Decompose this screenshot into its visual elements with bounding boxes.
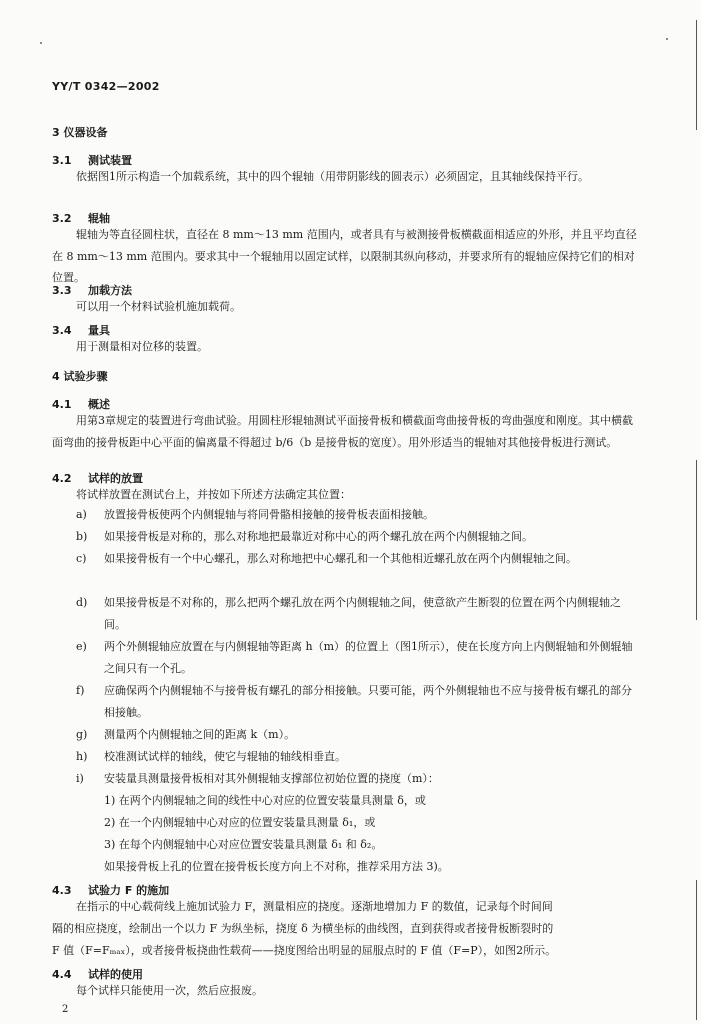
subsection-number: 4.1 [52, 398, 72, 411]
subsection-number: 3.2 [52, 212, 72, 225]
paragraph-4-3-line-2: 隔的相应挠度，绘制出一个以力 F 为纵坐标，挠度 δ 为横坐标的曲线图，直到获得或者接骨板断裂时的 [52, 922, 554, 935]
list-item-text: 安装量具测量接骨板相对其外侧辊轴支撑部位初始位置的挠度（m）： [104, 772, 439, 785]
list-item-label: f) [76, 684, 85, 697]
scan-edge-mark [696, 460, 697, 620]
paragraph-4-3-line-1: 在指示的中心载荷线上施加试验力 F，测量相应的挠度。逐渐地增加力 F 的数值，记录每个时间间 [76, 900, 553, 913]
list-item-text: 两个外侧辊轴应放置在与内侧辊轴等距离 h（m）的位置上（图1所示），使在长度方向上内侧辊轴和外侧辊轴之间只有一个孔。 [104, 640, 633, 675]
subsection-number: 3.3 [52, 284, 72, 297]
paragraph-4-2-intro: 将试样放置在测试台上，并按如下所述方法确定其位置： [76, 488, 351, 501]
list-item-label: a) [76, 508, 87, 521]
list-item [76, 548, 642, 570]
scan-speck [40, 42, 42, 44]
list-item-text: 如果接骨板是对称的，那么对称地把最靠近对称中心的两个螺孔放在两个内侧辊轴之间。 [104, 530, 533, 543]
list-item-text: 应确保两个内侧辊轴不与接骨板有螺孔的部分相接触。只要可能，两个外侧辊轴也不应与接骨板有螺孔的部分相接触。 [104, 684, 632, 719]
list-item [76, 724, 642, 746]
list-item [76, 504, 642, 526]
subsection-number: 4.2 [52, 472, 72, 485]
subsection-number: 3.4 [52, 324, 72, 337]
list-item [76, 636, 642, 679]
subsection-number: 3.1 [52, 154, 72, 167]
list-item-label: h) [76, 750, 88, 763]
scan-speck [666, 38, 668, 40]
list-item-label: e) [76, 640, 87, 653]
subsection-title: 量具 [88, 324, 110, 337]
list-item-label: c) [76, 552, 87, 565]
list-item [76, 592, 642, 635]
list-item [76, 746, 642, 768]
subsection-number: 4.3 [52, 884, 72, 897]
list-item-label: g) [76, 728, 88, 741]
paragraph-4-4: 每个试样只能使用一次，然后应报废。 [76, 984, 263, 997]
standard-code-header: YY/T 0342—2002 [52, 80, 160, 93]
page-number: 2 [62, 1004, 69, 1015]
section-3-heading: 3 仪器设备 [52, 126, 108, 139]
measurement-method-3: 3) 在每个内侧辊轴中心对应位置安装量具测量 δ₁ 和 δ₂。 [104, 838, 383, 851]
paragraph-4-1: 用第3章规定的装置进行弯曲试验。用圆柱形辊轴测试平面接骨板和横截面弯曲接骨板的弯曲强度和刚度。其中横截面弯曲的接骨板距中心平面的偏离量不得超过 b/6（b 是接骨板的宽度）。用外形适当的辊轴对其他接骨板进行测试。 [52, 414, 633, 449]
section-4-heading: 4 试验步骤 [52, 370, 108, 383]
subsection-title: 测试装置 [88, 154, 132, 167]
list-item [76, 768, 642, 790]
list-item-text: 放置接骨板使两个内侧辊轴与将同骨骼相接触的接骨板表面相接触。 [104, 508, 434, 521]
list-item-text: 校准测试试样的轴线，使它与辊轴的轴线相垂直。 [104, 750, 346, 763]
subsection-title: 加载方法 [88, 284, 132, 297]
subsection-number: 4.4 [52, 968, 72, 981]
scan-edge-mark [696, 880, 697, 1020]
subsection-title: 辊轴 [88, 212, 110, 225]
method-note: 如果接骨板上孔的位置在接骨板长度方向上不对称，推荐采用方法 3)。 [104, 860, 449, 873]
paragraph-3-4: 用于测量相对位移的装置。 [76, 340, 208, 353]
subsection-title: 试验力 F 的施加 [88, 884, 170, 897]
paragraph-4-3-line-3: F 值（F=Fₘₐₓ），或者接骨板挠曲性载荷——挠度图给出明显的屈服点时的 F 值（F=P），如图2所示。 [52, 944, 557, 957]
list-item [76, 526, 642, 548]
paragraph-3-2: 辊轴为等直径圆柱状，直径在 8 mm～13 mm 范围内，或者具有与被测接骨板横截面相适应的外形，并且平均直径在 8 mm～13 mm 范围内。要求其中一个辊轴用以固定试样，以限制其纵向移动，并要求所有的辊轴应保持它们的相对位置。 [52, 228, 637, 284]
paragraph-3-1: 依据图1所示构造一个加载系统，其中的四个辊轴（用带阴影线的圆表示）必须固定，且其轴线保持平行。 [76, 170, 589, 183]
list-item-text: 如果接骨板有一个中心螺孔，那么对称地把中心螺孔和一个其他相近螺孔放在两个内侧辊轴之间。 [104, 552, 577, 565]
subsection-title: 试样的放置 [88, 472, 143, 485]
paragraph-3-3: 可以用一个材料试验机施加载荷。 [76, 300, 241, 313]
list-item-text: 测量两个内侧辊轴之间的距离 k（m）。 [104, 728, 296, 741]
scan-edge-mark [696, 20, 697, 130]
list-item [76, 680, 642, 723]
list-item-label: d) [76, 596, 88, 609]
subsection-title: 试样的使用 [88, 968, 143, 981]
list-item-text: 如果接骨板是不对称的，那么把两个螺孔放在两个内侧辊轴之间，使意欲产生断裂的位置在两个内侧辊轴之间。 [104, 596, 621, 631]
subsection-title: 概述 [88, 398, 110, 411]
list-item-label: i) [76, 772, 84, 785]
list-item-label: b) [76, 530, 88, 543]
measurement-method-2: 2) 在一个内侧辊轴中心对应的位置安装量具测量 δ₁，或 [104, 816, 376, 829]
measurement-method-1: 1) 在两个内侧辊轴之间的线性中心对应的位置安装量具测量 δ，或 [104, 794, 426, 807]
